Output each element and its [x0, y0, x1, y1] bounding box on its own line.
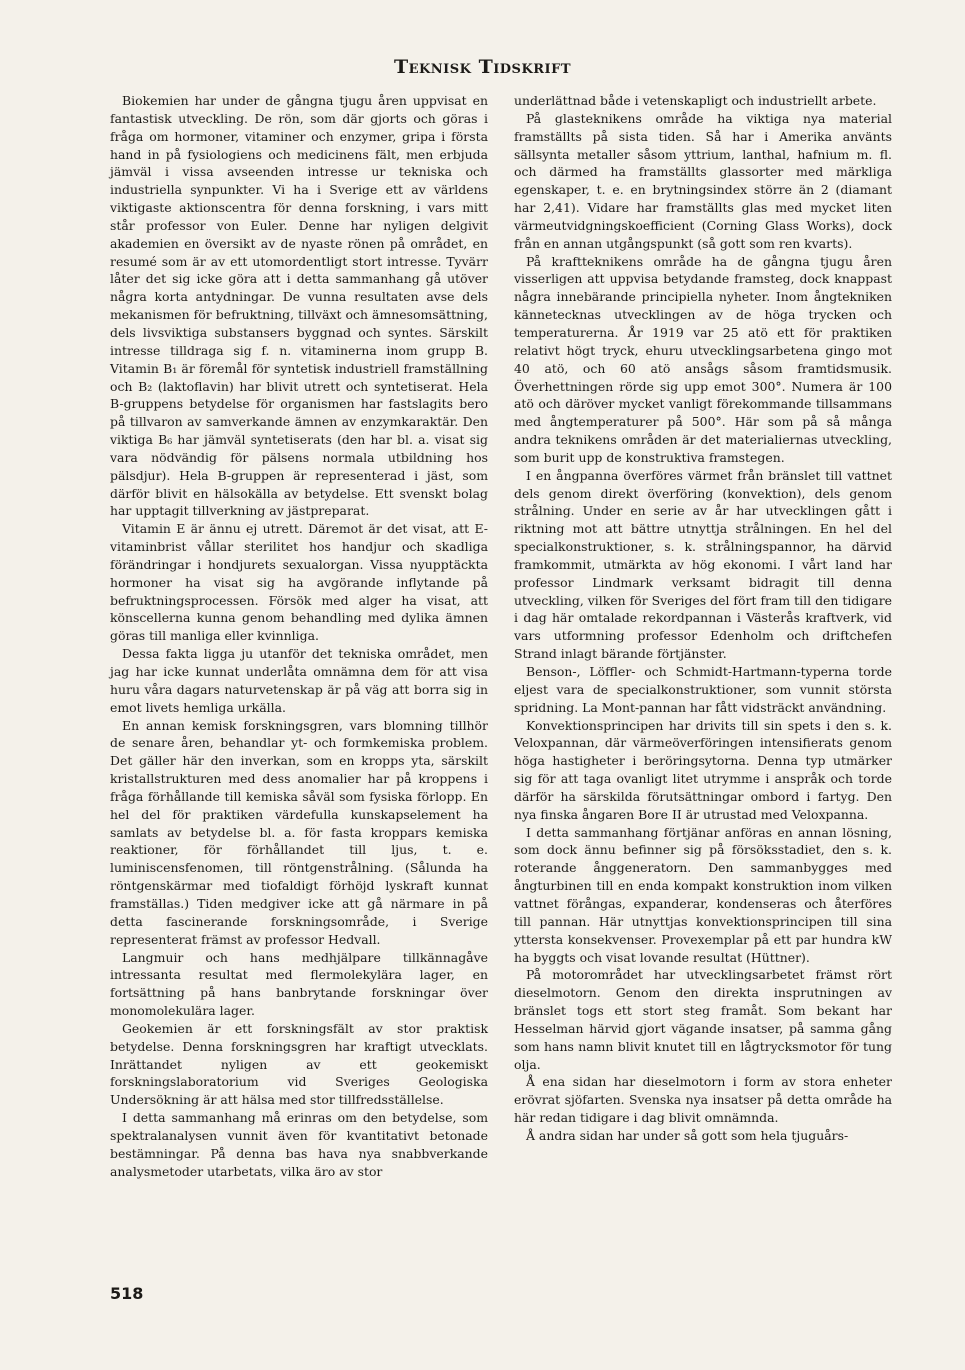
paragraph: Benson-, Löffler- och Schmidt-Hartmann-typerna torde eljest vara de specialkonstruktioner, som vunnit största spridning. La Mont-pannan har fått vidsträckt användning. — [514, 664, 892, 715]
paragraph: Vitamin E är ännu ej utrett. Däremot är det visat, att E-vitaminbrist vållar sterilitet hos handjur och skadliga förändringar i hondjurets sexualorgan. Vissa nyupptäckta hormoner ha visat sig ha avgörande inflytande på befruktningsprocessen. Försök med alger ha visat, att könscellerna kunna genom behandling med dylika ämnen göras till manliga eller kvinnliga. — [110, 521, 488, 644]
paragraph: I detta sammanhang förtjänar anföras en annan lösning, som dock ännu befinner sig på försöksstadiet, den s. k. roterande ånggeneratorn. Den sammanbygges med ångturbinen till en enda kompakt konstruktion inom vilken vattnet förångas, expanderar, kondenseras och återföres till pannan. Här utnyttjas konvektionsprincipen till sina yttersta konsekvenser. Provexemplar på ett par hundra kW ha byggts och visat lovande resultat (Hüttner). — [514, 824, 892, 965]
paragraph: I en ångpanna överföres värmet från bränslet till vattnet dels genom direkt överföring (konvektion), dels genom strålning. Under en serie av år har utvecklingen gått i riktning mot att bättre utnyttja strålningen. En hel del specialkonstruktioner, s. k. strålningspannor, ha därvid framkommit, utmärkta av hög ekonomi. I vårt land har professor Lindmark verksamt bidragit till denna utveckling, vilken för Sveriges del fört fram till den tidigare i dag här omtalade rekordpannan i Västerås kraftverk, vid vars utformning professor Edenholm och driftchefen Strand inlagt bärande förtjänster. — [514, 467, 892, 662]
paragraph: underlättnad både i vetenskapligt och industriellt arbete. — [514, 93, 877, 108]
paragraph: På glasteknikens område ha viktiga nya material framställts på sista tiden. Så har i Amerika använts sällsynta metaller såsom yttrium, lanthal, hafnium m. fl. och därmed ha framställts glassorter med märkliga egenskaper, t. e. en brytningsindex större än 2 (diamant har 2,41). Vidare har framställts glas med mycket liten värmeutvidgningskoefficient (Corning Glass Works), dock från en annan utgångspunkt (så gott som ren kvarts). — [514, 110, 892, 251]
paragraph: En annan kemisk forskningsgren, vars blomning tillhör de senare åren, behandlar yt- och formkemiska problem. Det gäller här den inverkan, som en kropps yta, särskilt kristallstrukturen med dess anomalier har på kroppens i fråga förhållande till kemiska såväl som fysiska förlopp. En hel del för praktiken värdefulla kunskapselement ha samlats av betydelse bl. a. för fasta kroppars kemiska reaktioner, för förhållandet till ljus, t. e. luminiscensfenomen, till röntgenstrålning. (Sålunda ha röntgenskärmar med tiofaldigt förhöjd lyskraft kunnat framställas.) Tiden medgiver icke att gå närmare in på detta fascinerande forskningsområde, i Sverige representerat främst av professor Hedvall. — [110, 717, 488, 947]
paragraph: Geokemien är ett forskningsfält av stor praktisk betydelse. Denna forskningsgren har kraftigt utvecklats. Inrättandet nyligen av ett geokemiskt forskningslaboratorium vid Sveriges Geologiska Undersökning är att hälsa med stor tillfredsställelse. — [110, 1020, 488, 1108]
page-number: 518 — [110, 1284, 144, 1303]
paragraph: I detta sammanhang må erinras om den betydelse, som spektralanalysen vunnit även för kvantitativt betonade bestämningar. På denna bas hava nya snabbverkande analysmetoder utarbetats, vilka äro av stor — [110, 1110, 488, 1179]
paragraph: Langmuir och hans medhjälpare tillkännagåve intressanta resultat med flermolekylära lager, en fortsättning på hans banbrytande forskningar över monomolekulära lager. — [110, 949, 488, 1019]
paragraph: På motorområdet har utvecklingsarbetet främst rört dieselmotorn. Genom den direkta insprutningen av bränslet togs ett stort steg framåt. Som bekant har Hesselman härvid gjort vägande insatser, på samma gång som hans namn blivit knutet till en lågtrycksmotor för tung olja. — [514, 967, 892, 1072]
paragraph: Å andra sidan har under så gott som hela tjuguårs- — [526, 1127, 849, 1143]
paragraph: Konvektionsprincipen har drivits till sin spets i den s. k. Veloxpannan, där värmeöverföringen intensifierats genom höga hastigheter i beröringsytorna. Denna typ utmärker sig för att taga ovanligt litet utrymme i anspråk och torde därför ha särskilda förutsättningar ombord i fartyg. Den nya finska ångaren Bore II är utrustad med Veloxpanna. — [514, 717, 892, 822]
paragraph: Å ena sidan har dieselmotorn i form av stora enheter erövrat sjöfarten. Svenska nya insatser på detta område ha här redan tidigare i dag blivit omnämnda. — [514, 1074, 892, 1126]
paragraph: På kraftteknikens område ha de gångna tjugu åren visserligen att uppvisa betydande framsteg, dock knappast några innebärande principiella nyheter. Inom ångtekniken kännetecknas utvecklingen av de höga trycken och temperaturerna. År 1919 var 25 atö ett för praktiken relativt högt tryck, ehuru utvecklingsarbetena gingo mot 40 atö, och 60 atö ansågs såsom framtidsmusik. Överhettningen rörde sig upp emot 300°. Numera är 100 atö och däröver mycket vanligt förekommande tillsammans med ångtemperaturer på 500°. Här som på så många andra teknikens områden är det materialiernas utveckling, som burit upp de konstruktiva framstegen. — [514, 253, 892, 465]
left-column — [110, 92, 488, 1180]
journal-title: Teknisk Tidskrift — [393, 56, 572, 78]
paragraph: Biokemien har under de gångna tjugu åren uppvisat en fantastisk utveckling. De rön, som där gjorts och göras i fråga om hormoner, vitaminer och enzymer, gripa i första hand in på fysiologiens och medicinens fält, men erbjuda jämväl i vissa avseenden intresse ur tekniska och industriella synpunkter. Vi ha i Sverige ett av världens viktigaste aktionscentra för denna forskning, i vars mitt står professor von Euler. Denne har nyligen delgivit akademien en översikt av de nyaste rönen på området, en resumé som är av ett utomordentligt stort intresse. Tyvärr låter det sig icke göra att i detta sammanhang gå utöver några korta antydningar. De vunna resultaten avse dels mekanismen för befruktning, tillväxt och ämnesomsättning, dels livsviktiga substansers byggnad och syntes. Särskilt intresse tilldraga sig f. n. vitaminerna inom grupp B. Vitamin B₁ är föremål för syntetisk industriell framställning och B₂ (laktoflavin) har blivit utrett och syntetiserat. Hela B-gruppens betydelse för organismen har fastslagits bero på tillvaron av samverkande ämnen av enzymkaraktär. Den viktiga B₆ har jämväl syntetiserats (den har bl. a. visat sig vara nödvändig för pälsens normala utbildning hos pälsdjur). Hela B-gruppen är representerad i jäst, som därför blivit en hälsokälla av betydelse. Ett svenskt bolag har upptagit tillverkning av jästpreparat. — [110, 93, 488, 519]
paragraph: Dessa fakta ligga ju utanför det tekniska området, men jag har icke kunnat underlåta omnämna dem för att visa huru våra dagars naturvetenskap är på väg att borra sig in emot livets hemliga urkälla. — [110, 646, 488, 715]
right-column — [514, 92, 892, 1145]
